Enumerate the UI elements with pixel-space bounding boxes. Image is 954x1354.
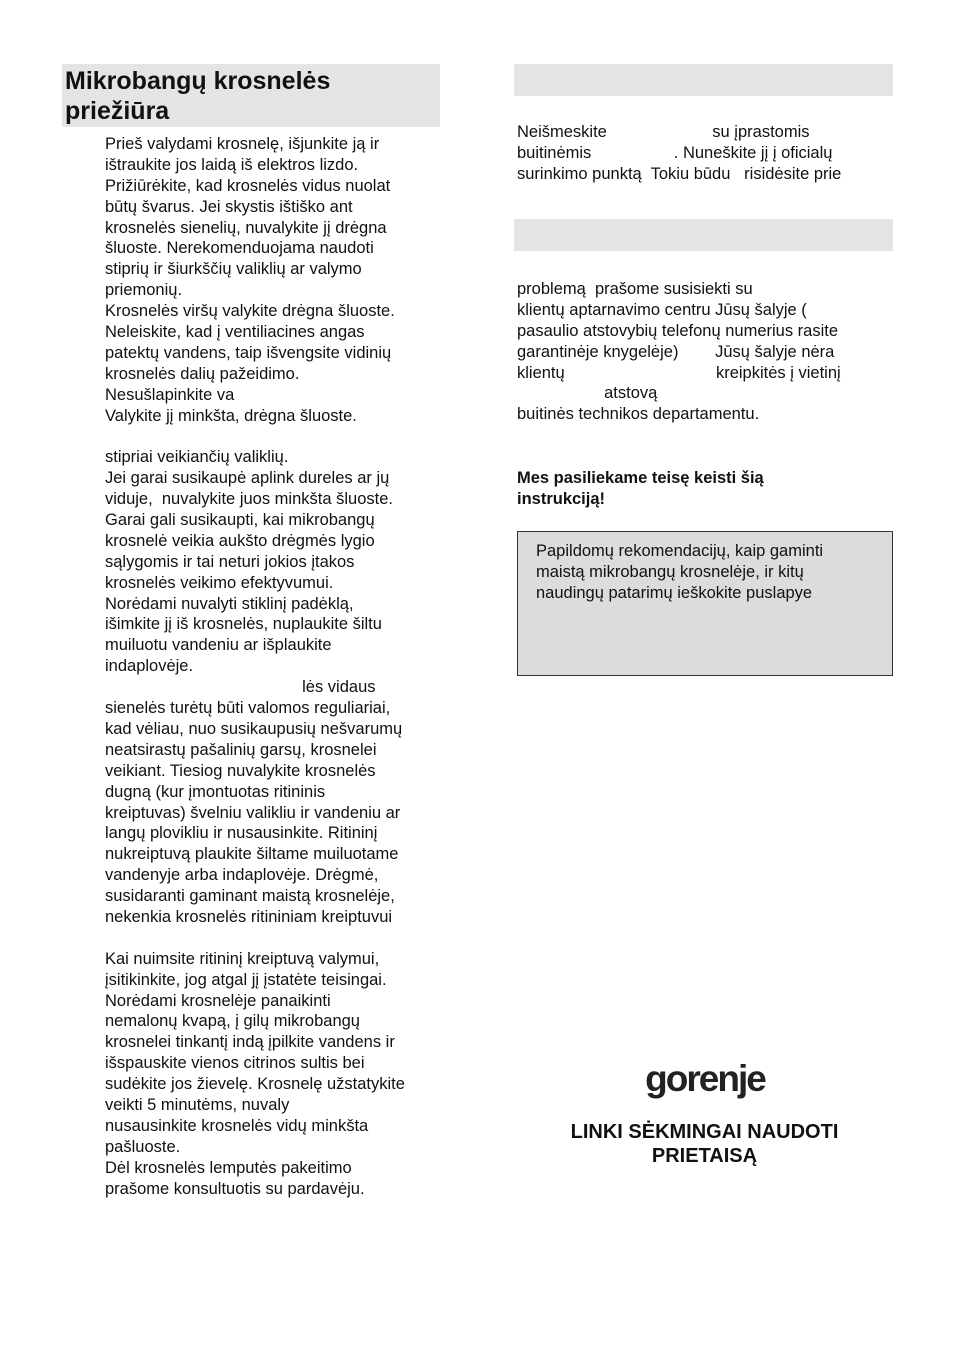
- text-line: Kai nuimsite ritininį kreiptuvą valymui,: [105, 949, 380, 968]
- text-line: Dėl krosnelės lemputės pakeitimo: [105, 1158, 352, 1177]
- text-line: neatsirastų pašalinių garsų, krosnelei: [105, 740, 377, 759]
- text-line: Papildomų rekomendacijų, kaip gaminti: [536, 542, 824, 560]
- text-line: instrukciją!: [517, 489, 606, 508]
- text-line: sienelės turėtų būti valomos reguliariai,: [105, 699, 391, 718]
- text-line: susidaranti gaminant maistą krosnelėje,: [105, 887, 395, 906]
- text-line: problemą prašome susisiekti su: [517, 280, 753, 298]
- text-line: nusausinkite krosnelės vidų minkšta: [105, 1116, 369, 1135]
- text-line: stiprių ir šiurkščių valiklių ar valymo: [105, 260, 362, 279]
- text-line: Norėdami nuvalyti stiklinį padėklą,: [105, 594, 354, 613]
- text-line: muiluotu vandeniu ar išplaukite: [105, 636, 332, 655]
- section-title-line: Mikrobangų krosnelės: [65, 67, 331, 95]
- text-line: buitinėmis . Nuneškite jį į oficialų: [517, 143, 833, 162]
- disposal-heading-bar: [514, 64, 893, 96]
- text-line: Valykite jį minkšta, drėgna šluoste.: [105, 406, 357, 425]
- care-instructions-text: [105, 134, 445, 1199]
- text-line: klientų aptarnavimo centru Jūsų šalyje (: [517, 300, 807, 319]
- text-line: vandenyje arba indaplovėje. Drėgmė,: [105, 866, 379, 885]
- text-line: Prieš valydami krosnelę, išjunkite ją ir: [105, 135, 380, 153]
- gorenje-logo-icon: [635, 1057, 775, 1103]
- text-line: surinkimo punktą Tokiu būdu risidėsite prie: [517, 164, 842, 183]
- disposal-paragraph: [517, 122, 892, 185]
- text-line: [105, 426, 445, 447]
- section-title-line: priežiūra: [65, 97, 170, 125]
- text-line: krosnelės dalių pažeidimo.: [105, 364, 300, 383]
- text-line: išimkite jį iš krosnelės, nuplaukite šiltu: [105, 615, 382, 634]
- text-line: įsitikinkite, jog atgal jį įstatėte teisingai.: [105, 970, 387, 989]
- text-line: Neišmeskite su įprastomis: [517, 123, 810, 141]
- rights-notice: [517, 468, 892, 510]
- section-title-care: [62, 64, 440, 127]
- text-line: Norėdami krosnelėje panaikinti: [105, 991, 331, 1010]
- text-line: pašluoste.: [105, 1137, 181, 1156]
- text-line: dugną (kur įmontuotas ritininis: [105, 782, 326, 801]
- service-heading-bar: [514, 219, 893, 251]
- text-line: Jei garai susikaupė aplink dureles ar jų: [105, 469, 390, 488]
- text-line: krosnelei tinkantį indą įpilkite vandens ir: [105, 1033, 395, 1052]
- text-line: priemonių.: [105, 281, 183, 300]
- text-line: stipriai veikiančių valiklių.: [105, 448, 289, 467]
- gorenje-logo: [517, 1057, 892, 1108]
- text-line: pasaulio atstovybių telefonų numerius rasite: [517, 321, 839, 340]
- text-line: [105, 928, 445, 949]
- text-line: maistą mikrobangų krosnelėje, ir kitų: [536, 562, 804, 581]
- text-line: langų plovikliu ir nusausinkite. Ritininį: [105, 824, 378, 843]
- text-line: krosnelės veikimo efektyvumui.: [105, 573, 334, 592]
- text-line: krosnelės sienelių, nuvalykite jį drėgna: [105, 218, 387, 237]
- text-line: Prižiūrėkite, kad krosnelės vidus nuolat: [105, 176, 391, 195]
- text-line: veikiant. Tiesiog nuvalykite krosnelės: [105, 761, 376, 780]
- text-line: ištraukite jos laidą iš elektros lizdo.: [105, 155, 359, 174]
- slogan: [517, 1120, 892, 1168]
- text-line: nukreiptuvą plaukite šiltame muiluotame: [105, 845, 399, 864]
- text-line: veikti 5 minutėms, nuvaly: [105, 1095, 290, 1114]
- recommendation-box: [517, 531, 893, 676]
- text-line: klientų kreipkitės į vietinį: [517, 363, 841, 382]
- text-line: išspauskite vienos citrinos sultis bei: [105, 1054, 365, 1073]
- text-line: kreiptuvas) švelniu valikliu ir vandeniu ar: [105, 803, 401, 822]
- text-line: nekenkia krosnelės ritininiam kreiptuvui: [105, 907, 393, 926]
- text-line: krosnelė veikia aukšto drėgmės lygio: [105, 531, 375, 550]
- slogan-line: LINKI SĖKMINGAI NAUDOTI: [570, 1121, 839, 1143]
- text-line: buitinės technikos departamentu.: [517, 405, 760, 424]
- text-line: Krosnelės viršų valykite drėgna šluoste.: [105, 302, 395, 321]
- text-line: kad vėliau, nuo susikaupusių nešvarumų: [105, 719, 403, 738]
- text-line: garantinėje knygelėje) Jūsų šalyje nėra: [517, 342, 835, 361]
- text-line: Garai gali susikaupti, kai mikrobangų: [105, 511, 375, 530]
- logo-wordmark: gorenje: [644, 1058, 765, 1099]
- text-line: nemalonų kvapą, į gilų mikrobangų: [105, 1012, 360, 1031]
- text-line: šluoste. Nerekomenduojama naudoti: [105, 239, 374, 258]
- text-line: viduje, nuvalykite juos minkšta šluoste.: [105, 490, 393, 509]
- text-line: Nesušlapinkite va: [105, 385, 235, 404]
- text-line: naudingų patarimų ieškokite puslapye: [536, 583, 813, 602]
- text-line: prašome konsultuotis su pardavėju.: [105, 1179, 365, 1198]
- text-line: lės vidaus: [105, 678, 376, 697]
- text-line: patektų vandens, taip išvengsite vidinių: [105, 343, 392, 362]
- slogan-line: PRIETAISĄ: [651, 1145, 758, 1167]
- text-line: sudėkite jos žievelę. Krosnelę užstatykite: [105, 1075, 405, 1094]
- text-line: Mes pasiliekame teisę keisti šią: [517, 469, 764, 487]
- text-line: atstovą: [517, 384, 658, 403]
- text-line: sąlygomis ir tai neturi jokios įtakos: [105, 552, 355, 571]
- service-paragraph: [517, 279, 892, 425]
- text-line: būtų švarus. Jei skystis ištiško ant: [105, 197, 353, 216]
- text-line: Neleiskite, kad į ventiliacines angas: [105, 323, 365, 342]
- text-line: indaplovėje.: [105, 657, 194, 676]
